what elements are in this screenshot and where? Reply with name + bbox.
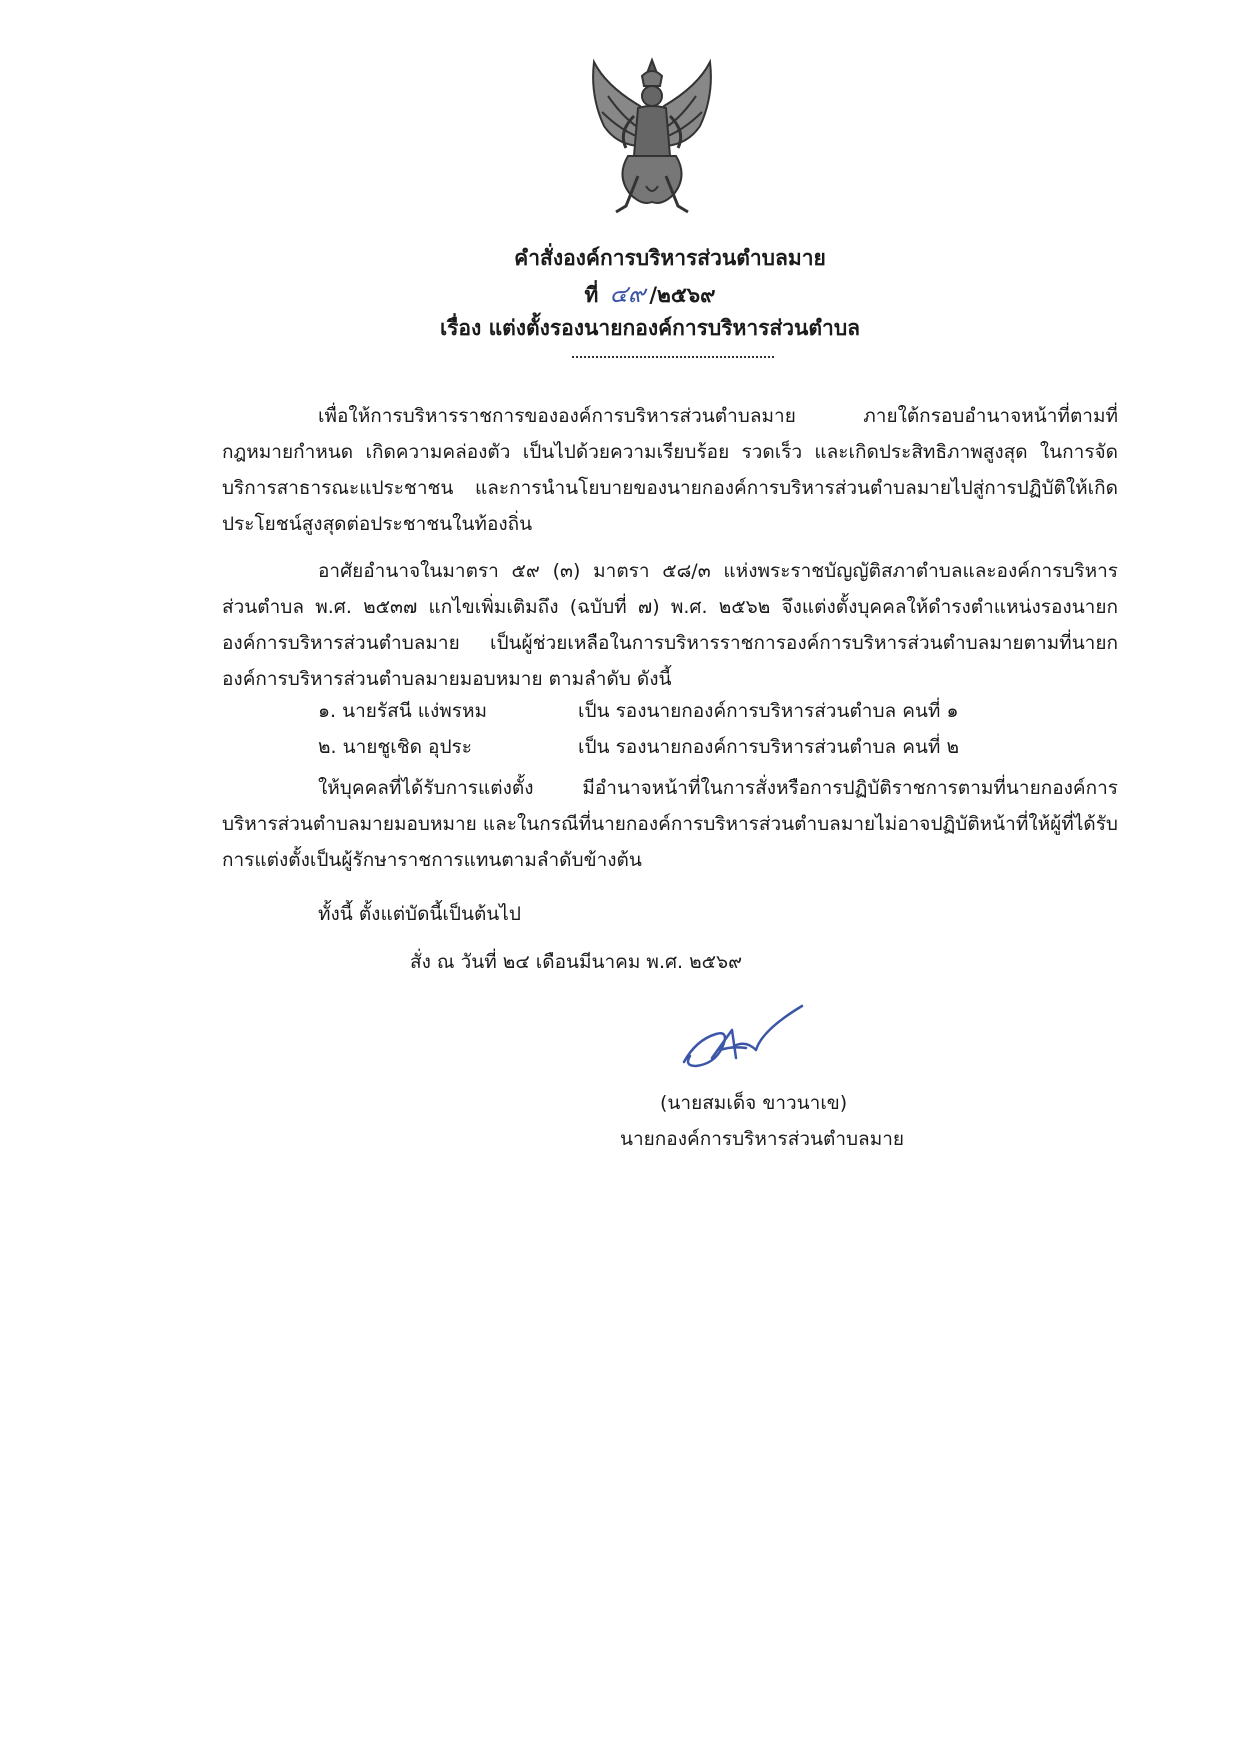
order-number-handwritten: ๔๙ xyxy=(609,280,646,308)
paragraph-purpose xyxy=(222,398,1118,542)
appointee-row xyxy=(318,693,959,729)
order-number-prefix: ที่ xyxy=(584,283,599,307)
order-title: คำสั่งองค์การบริหารส่วนตำบลมาย xyxy=(514,246,826,270)
paragraph-duties xyxy=(222,770,1118,878)
garuda-emblem-icon xyxy=(586,56,718,216)
separator-line xyxy=(572,356,774,358)
signatory-name: (นายสมเด็จ ขาวนาเข) xyxy=(660,1092,848,1114)
appointee-name: ๑. นายรัสนี แง่พรหม xyxy=(318,700,488,722)
order-subject: เรื่อง แต่งตั้งรองนายกองค์การบริหารส่วนตำบล xyxy=(439,316,861,340)
appointee-role: เป็น รองนายกองค์การบริหารส่วนตำบล คนที่ ๑ xyxy=(578,700,959,722)
appointee-role: เป็น รองนายกองค์การบริหารส่วนตำบล คนที่ ๒ xyxy=(578,736,960,758)
effective-statement: ทั้งนี้ ตั้งแต่บัดนี้เป็นต้นไป xyxy=(318,903,521,925)
signatory-position: นายกองค์การบริหารส่วนตำบลมาย xyxy=(620,1128,905,1150)
order-date: สั่ง ณ วันที่ ๒๔ เดือนมีนาคม พ.ศ. ๒๕๖๙ xyxy=(410,951,743,973)
order-number xyxy=(30,279,1240,310)
paragraph-purpose-text: เพื่อให้การบริหารราชการขององค์การบริหารส่วนตำบลมาย ภายใต้กรอบอำนาจหน้าที่ตามที่กฎหมายกำหนด เกิดความคล่องตัว เป็นไปด้วยความเรียบร้อย รวดเร็ว และเกิดประสิทธิภาพสูงสุด ในการจัดบริการสาธารณะแประชาชน และการนำนโยบายของนายกองค์การบริหารส่วนตำบลมายไปสู่การปฏิบัติให้เกิดประโยชน์สูงสุดต่อประชาชนในท้องถิ่น xyxy=(222,405,1118,535)
appointee-row xyxy=(318,729,959,765)
order-number-suffix: /๒๕๖๙ xyxy=(649,283,716,307)
paragraph-duties-text: ให้บุคคลที่ได้รับการแต่งตั้ง มีอำนาจหน้าที่ในการสั่งหรือการปฏิบัติราชการตามที่นายกองค์การบริหารส่วนตำบลมายมอบหมาย และในกรณีที่นายกองค์การบริหารส่วนตำบลมายไม่อาจปฏิบัติหน้าที่ให้ผู้ที่ได้รับการแต่งตั้งเป็นผู้รักษาราชการแทนตามลำดับข้างต้น xyxy=(222,777,1118,871)
appointee-name: ๒. นายชูเชิด อุประ xyxy=(318,736,472,758)
paragraph-authority-text: อาศัยอำนาจในมาตรา ๕๙ (๓) มาตรา ๕๘/๓ แห่งพระราชบัญญัติสภาตำบลและองค์การบริหารส่วนตำบล พ.ศ. ๒๕๓๗ แกไขเพิ่มเติมถึง (ฉบับที่ ๗) พ.ศ. ๒๕๖๒ จึงแต่งตั้งบุคคลให้ดำรงตำแหน่งรองนายกองค์การบริหารส่วนตำบลมาย เป็นผู้ช่วยเหลือในการบริหารราชการองค์การบริหารส่วนตำบลมายตามที่นายกองค์การบริหารส่วนตำบลมายมอบหมาย ตามลำดับ ดังนี้ xyxy=(222,560,1118,690)
signature-icon xyxy=(676,1000,806,1078)
paragraph-authority xyxy=(222,553,1118,697)
